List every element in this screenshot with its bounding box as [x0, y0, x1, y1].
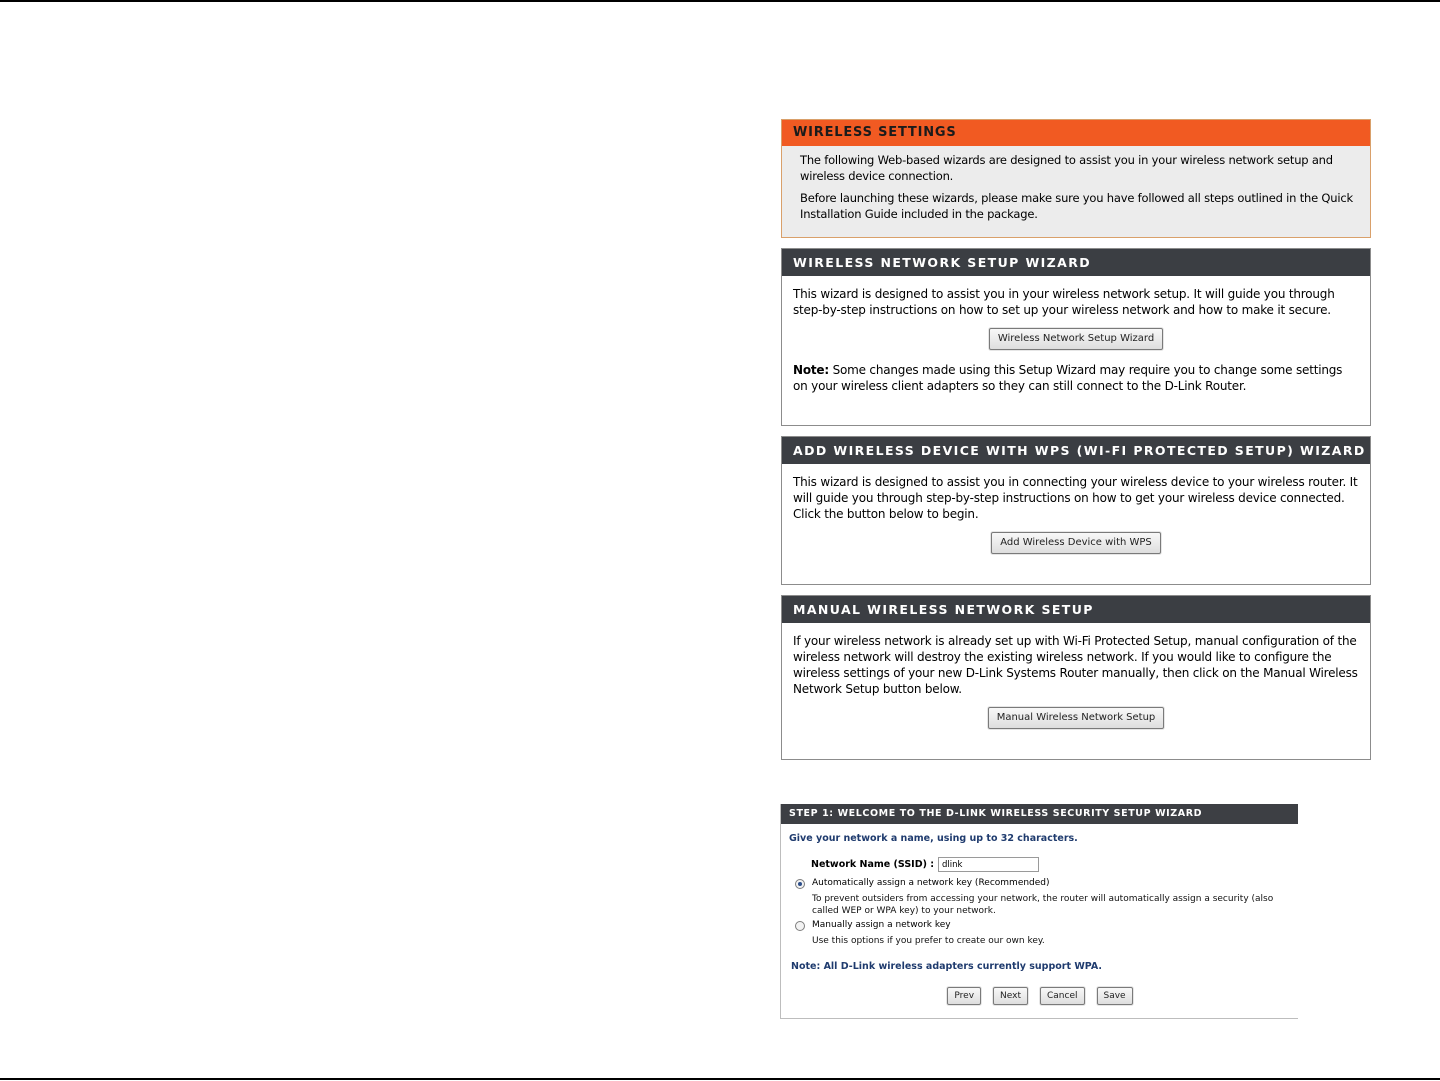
prev-button[interactable]: Prev — [947, 987, 981, 1005]
save-button[interactable]: Save — [1097, 987, 1133, 1005]
wireless-settings-intro: The following Web-based wizards are designed to assist you in your wireless network setup and wireless device connection. — [800, 153, 1333, 183]
wireless-network-setup-wizard-button[interactable]: Wireless Network Setup Wizard — [989, 328, 1163, 350]
manual-key-label: Manually assign a network key — [812, 920, 951, 930]
note-label: Note: — [793, 363, 829, 377]
auto-key-option[interactable] — [795, 878, 1050, 889]
add-wireless-device-wps-button[interactable]: Add Wireless Device with WPS — [991, 532, 1161, 554]
manual-wireless-network-setup-button[interactable]: Manual Wireless Network Setup — [988, 707, 1165, 729]
step1-title: STEP 1: WELCOME TO THE D-LINK WIRELESS SECURITY SETUP WIZARD — [781, 804, 1298, 824]
auto-key-radio[interactable] — [795, 879, 805, 889]
manual-setup-title: MANUAL WIRELESS NETWORK SETUP — [782, 596, 1370, 623]
wps-wizard-description: This wizard is designed to assist you in connecting your wireless device to your wireless router. It will guide you through step-by-step instructions on how to get your wireless device connected. Click the button below to begin. — [793, 475, 1358, 521]
manual-key-option[interactable] — [795, 920, 951, 931]
ssid-label: Network Name (SSID) : — [811, 859, 935, 870]
wps-wizard-panel — [781, 436, 1371, 585]
cancel-button[interactable]: Cancel — [1040, 987, 1085, 1005]
wireless-settings-panel — [781, 119, 1371, 238]
ssid-row — [811, 857, 1039, 872]
wireless-settings-guide: Before launching these wizards, please make sure you have followed all steps outlined in the Quick Installation Guide included in the package. — [800, 191, 1353, 221]
bottom-rule — [0, 1078, 1440, 1080]
wireless-settings-title: WIRELESS SETTINGS — [782, 120, 1370, 146]
setup-wizard-panel — [781, 248, 1371, 426]
next-button[interactable]: Next — [993, 987, 1028, 1005]
note-text: Some changes made using this Setup Wizard may require you to change some settings on your wireless client adapters so they can still connect to the D-Link Router. — [793, 363, 1343, 393]
wizard-nav-buttons — [781, 987, 1299, 1005]
step1-wizard-panel — [780, 804, 1298, 1019]
ssid-input[interactable] — [938, 857, 1039, 872]
step1-intro: Give your network a name, using up to 32 characters. — [789, 833, 1078, 844]
manual-key-description: Use this options if you prefer to create our own key. — [812, 936, 1045, 946]
manual-key-radio[interactable] — [795, 921, 805, 931]
auto-key-description: To prevent outsiders from accessing your network, the router will automatically assign a security (also called WEP or WPA key) to your network. — [812, 894, 1274, 916]
setup-wizard-title: WIRELESS NETWORK SETUP WIZARD — [782, 249, 1370, 276]
wps-wizard-title: ADD WIRELESS DEVICE WITH WPS (WI-FI PROTECTED SETUP) WIZARD — [782, 437, 1370, 464]
setup-wizard-description: This wizard is designed to assist you in your wireless network setup. It will guide you through step-by-step instructions on how to set up your wireless network and how to make it secure. — [793, 287, 1335, 317]
top-rule — [0, 0, 1440, 2]
auto-key-label: Automatically assign a network key (Recommended) — [812, 878, 1050, 888]
setup-wizard-note — [793, 362, 1359, 394]
wpa-support-note: Note: All D-Link wireless adapters currently support WPA. — [791, 961, 1103, 972]
manual-setup-description: If your wireless network is already set up with Wi-Fi Protected Setup, manual configuration of the wireless network will destroy the existing wireless network. If you would like to configure the wireless settings of your new D-Link Systems Router manually, then click on the Manual Wireless Network Setup button below. — [793, 634, 1358, 696]
manual-setup-panel — [781, 595, 1371, 760]
